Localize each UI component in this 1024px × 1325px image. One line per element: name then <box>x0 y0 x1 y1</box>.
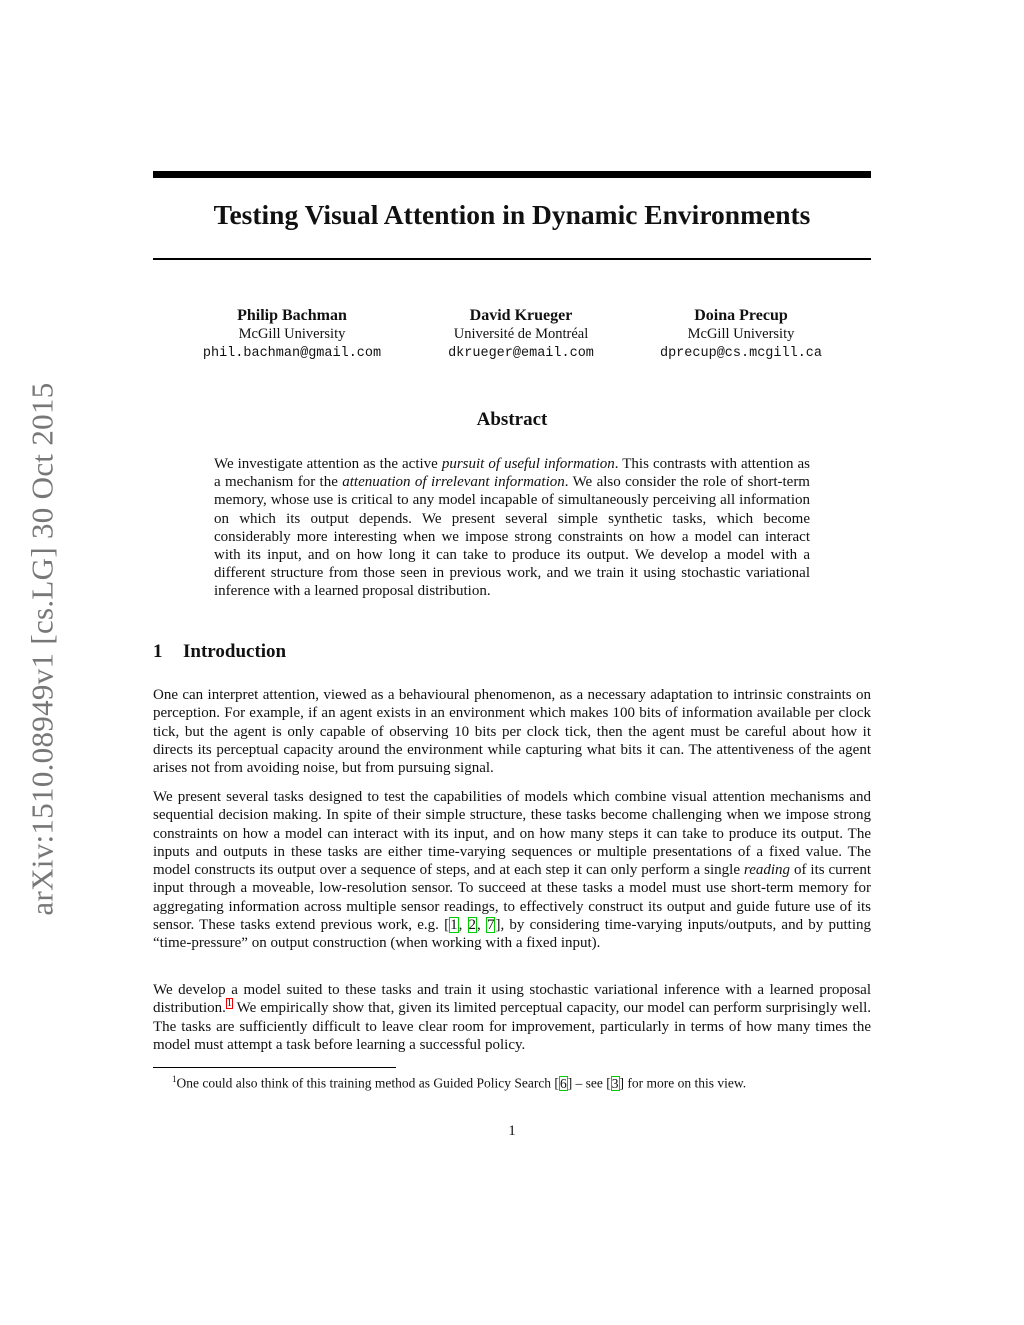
author-institution: McGill University <box>687 326 795 342</box>
author-institution: McGill University <box>238 326 346 342</box>
section-number: 1 <box>153 641 163 662</box>
title-bottom-rule <box>153 258 871 260</box>
title-top-rule <box>153 171 871 178</box>
page-number: 1 <box>508 1123 516 1139</box>
emphasis: attenuation of irrelevant information <box>342 474 565 491</box>
section-heading-introduction <box>153 641 653 663</box>
arxiv-identifier-text: arXiv:1510.08949v1 [cs.LG] 30 Oct 2015 <box>25 382 60 916</box>
emphasis: reading <box>743 862 791 879</box>
paper-title: Testing Visual Attention in Dynamic Environments <box>213 199 811 230</box>
author-email: phil.bachman@gmail.com <box>202 346 382 361</box>
arxiv-identifier <box>20 358 66 940</box>
citation-link[interactable]: 6 <box>559 1075 567 1091</box>
citation-link[interactable]: 7 <box>486 917 495 934</box>
abstract-heading: Abstract <box>476 409 548 430</box>
author-institution: Université de Montréal <box>453 326 589 342</box>
author-email: dkrueger@email.com <box>448 346 594 361</box>
author-email: dprecup@cs.mcgill.ca <box>659 346 823 361</box>
author-name: Doina Precup <box>694 307 788 324</box>
emphasis: pursuit of useful information <box>441 456 615 472</box>
author-block <box>611 306 871 363</box>
section-title: Introduction <box>183 641 287 662</box>
author-block <box>162 306 422 363</box>
footnote-rule <box>153 1067 396 1068</box>
footnote-ref-link[interactable]: 1 <box>226 998 232 1010</box>
citation-link[interactable]: 3 <box>611 1075 619 1091</box>
author-name: Philip Bachman <box>237 307 347 324</box>
footnote: $^1$One could also think of this training method as Guided Policy Search [6] – see [3] for more on this view. <box>172 1074 747 1091</box>
intro-paragraph-3: We develop a model suited to these tasks and train it using stochastic variational inference with a learned proposal distribution.$^1$ We empirically show that, given its limited perceptual capacity, our model can perform surprisingly well. The tasks are sufficiently difficult to leave clear room for improvement, particularly in terms of how many times the model must attempt a task before learning a successful policy. <box>153 982 871 1053</box>
citation-link[interactable]: 2 <box>468 917 477 934</box>
intro-paragraph-2: We present several tasks designed to test the capabilities of models which combine visual attention mechanisms and sequential decision making. In spite of their simple structure, these tasks become challenging when we impose strong constraints on how a model can interact with its input, and on how many steps it can take to produce its output. The inputs and outputs in these tasks are either time-varying sequences or multiple presentations of a fixed value. The model constructs its output over a sequence of steps, and at each step it can only perform a single reading of its current input through a moveable, low-resolution sensor. To succeed at these tasks a model must use short-term memory for aggregating information across multiple sensor readings, to effectively construct its output and guide future use of its sensor. These tasks extend previous work, e.g. [1, 2, 7], by considering time-varying inputs/outputs, and by putting “time-pressure” on output construction (when working with a fixed input). <box>153 789 871 952</box>
citation-link[interactable]: 1 <box>450 917 458 934</box>
footnote-mark: 1 <box>172 1074 177 1084</box>
author-name: David Krueger <box>469 307 573 324</box>
intro-paragraph-1: One can interpret attention, viewed as a behavioural phenomenon, as a necessary adaptation to intrinsic constraints on perception. For example, if an agent exists in an environment which makes 100 bits of information available per clock tick, but the agent is only capable of observing 10 bits per clock tick, then the agent must be careful about how it directs its perceptual capacity around the environment while capturing what bits it can. The attentiveness of the agent arises not from avoiding noise, but from pursuing signal. <box>153 687 871 777</box>
abstract-text: We investigate attention as the active pursuit of useful information. This contrasts with attention as a mechanism for the attenuation of irrelevant information. We also consider the role of short-term memory, whose use is critical to any model incapable of simultaneously perceiving all information on which its output depends. We present several simple synthetic tasks, which become considerably more interesting when we impose strong constraints on how a model can interact with its input, and on how long it can take to produce its output. We develop a model with a different structure from those seen in previous work, and we train it using stochastic variational inference with a learned proposal distribution. <box>214 456 810 600</box>
